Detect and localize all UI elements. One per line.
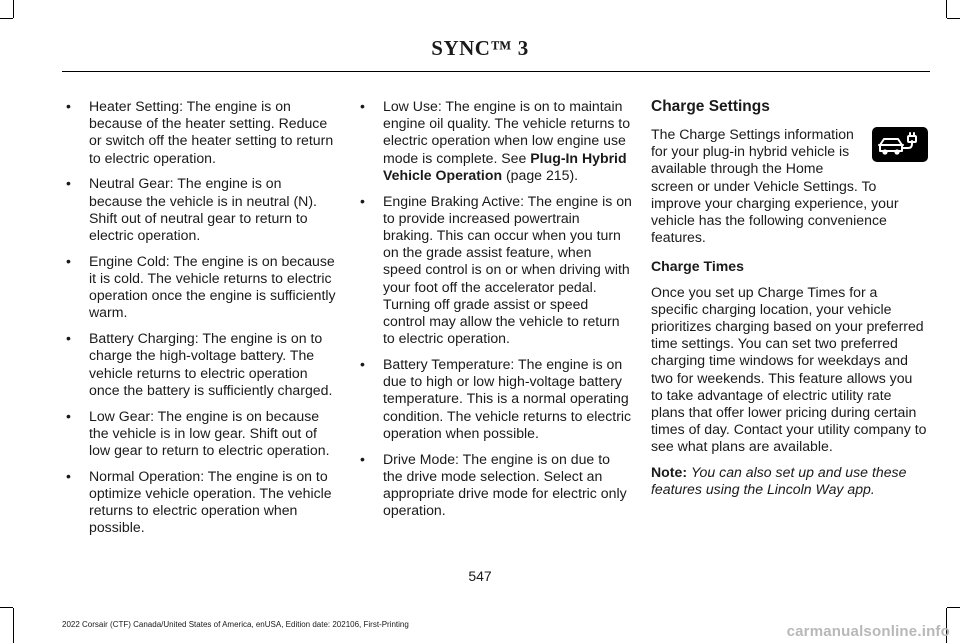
bullet-icon: • (360, 192, 365, 209)
list-item-text: Neutral Gear: The engine is on because the vehicle is in neutral (N). Shift out of neutral gear to return to electric operation. (89, 175, 317, 244)
crop-mark (947, 18, 960, 19)
plug-in-vehicle-charging-icon (872, 127, 928, 162)
list-item-text: Low Use: The engine is on to maintain engine oil quality. The vehicle returns to electric operation when low engine use mode is complete. See (383, 98, 631, 166)
bullet-icon: • (360, 450, 365, 467)
car-plug-icon (876, 132, 924, 158)
crop-mark (13, 608, 14, 643)
crop-mark (13, 0, 14, 18)
list-item-text: Battery Temperature: The engine is on due to high or low high-voltage battery temperature. This is a normal operating condition. The vehicle returns to electric operation when possible. (383, 356, 632, 441)
note-text: You can also set up and use these features using the Lincoln Way app. (651, 463, 907, 497)
list-item (62, 253, 338, 322)
column-left (62, 98, 338, 545)
subsection-heading: Charge Times (651, 258, 744, 275)
crop-mark (0, 18, 13, 19)
bullet-icon: • (66, 407, 71, 424)
cross-reference-link[interactable]: Plug-In Hybrid Vehicle Operation (383, 149, 627, 183)
bullet-icon: • (66, 330, 71, 347)
bullet-icon: • (360, 356, 365, 373)
column-middle (356, 98, 632, 528)
bullet-icon: • (66, 175, 71, 192)
bullet-list (356, 98, 632, 519)
watermark: carmanualsonline.info (786, 623, 950, 640)
intro-text: The Charge Settings information for your plug-in hybrid vehicle is available through the Home screen or under Vehicle Settings. To improve your charging experience, your vehicle has the following convenience features. (651, 126, 899, 246)
list-item-text: Drive Mode: The engine is on due to the drive mode selection. Select an appropriate drive mode for electric only operation. (383, 450, 627, 519)
bullet-list (62, 98, 338, 537)
list-item (62, 330, 338, 399)
list-item-text: Normal Operation: The engine is on to optimize vehicle operation. The vehicle returns to electric operation when possible. (89, 467, 332, 536)
list-item (356, 193, 632, 348)
list-item (62, 98, 338, 167)
crop-mark (947, 607, 960, 608)
list-item (62, 175, 338, 244)
list-item-text: Engine Braking Active: The engine is on to provide increased powertrain braking. This can occur when you turn on the grade assist feature, when speed control is on or when driving with your foot off the accelerator pedal. Turning off grade assist or speed control may allow the vehicle to return to electric operation. (383, 192, 632, 347)
header-divider (62, 71, 930, 72)
list-item-text: Battery Charging: The engine is on to charge the high-voltage battery. The vehicle returns to electric operation once the battery is sufficiently charged. (89, 330, 333, 398)
column-right (651, 98, 928, 506)
bullet-icon: • (66, 252, 71, 269)
bullet-icon: • (360, 98, 365, 114)
footer-edition-info: 2022 Corsair (CTF) Canada/United States of America, enUSA, Edition date: 202106, First-Printing (62, 620, 409, 629)
section-heading: Charge Settings (651, 98, 770, 115)
list-item (356, 98, 632, 184)
list-item-text: Low Gear: The engine is on because the vehicle is in low gear. Shift out of low gear to return to electric operation. (89, 407, 330, 459)
note-paragraph (651, 464, 928, 498)
page-reference: (page 215). (502, 166, 579, 183)
note-label: Note: (651, 463, 688, 480)
list-item-text: Heater Setting: The engine is on because of the heater setting. Reduce or switch off the heater setting to return to electric operation. (89, 98, 334, 166)
body-paragraph: Once you set up Charge Times for a specific charging location, your vehicle prioritizes charging based on your preferred time settings. You can set two preferred charging time windows for weekdays and two for weekends. This feature allows you to take advantage of electric utility rate plans that offer lower pricing during certain times of day. Contact your utility company to see what plans are available. (651, 283, 927, 455)
bullet-icon: • (66, 467, 71, 484)
list-item (62, 408, 338, 460)
crop-mark (946, 0, 947, 18)
list-item (356, 451, 632, 520)
list-item (62, 468, 338, 537)
list-item (356, 356, 632, 442)
bullet-icon: • (66, 98, 71, 114)
list-item-text: Engine Cold: The engine is on because it is cold. The vehicle returns to electric operation once the engine is sufficiently warm. (89, 252, 336, 321)
crop-mark (0, 607, 13, 608)
intro-paragraph (651, 126, 928, 246)
page-title: SYNC™ 3 (431, 36, 529, 60)
page-number: 547 (468, 568, 492, 584)
